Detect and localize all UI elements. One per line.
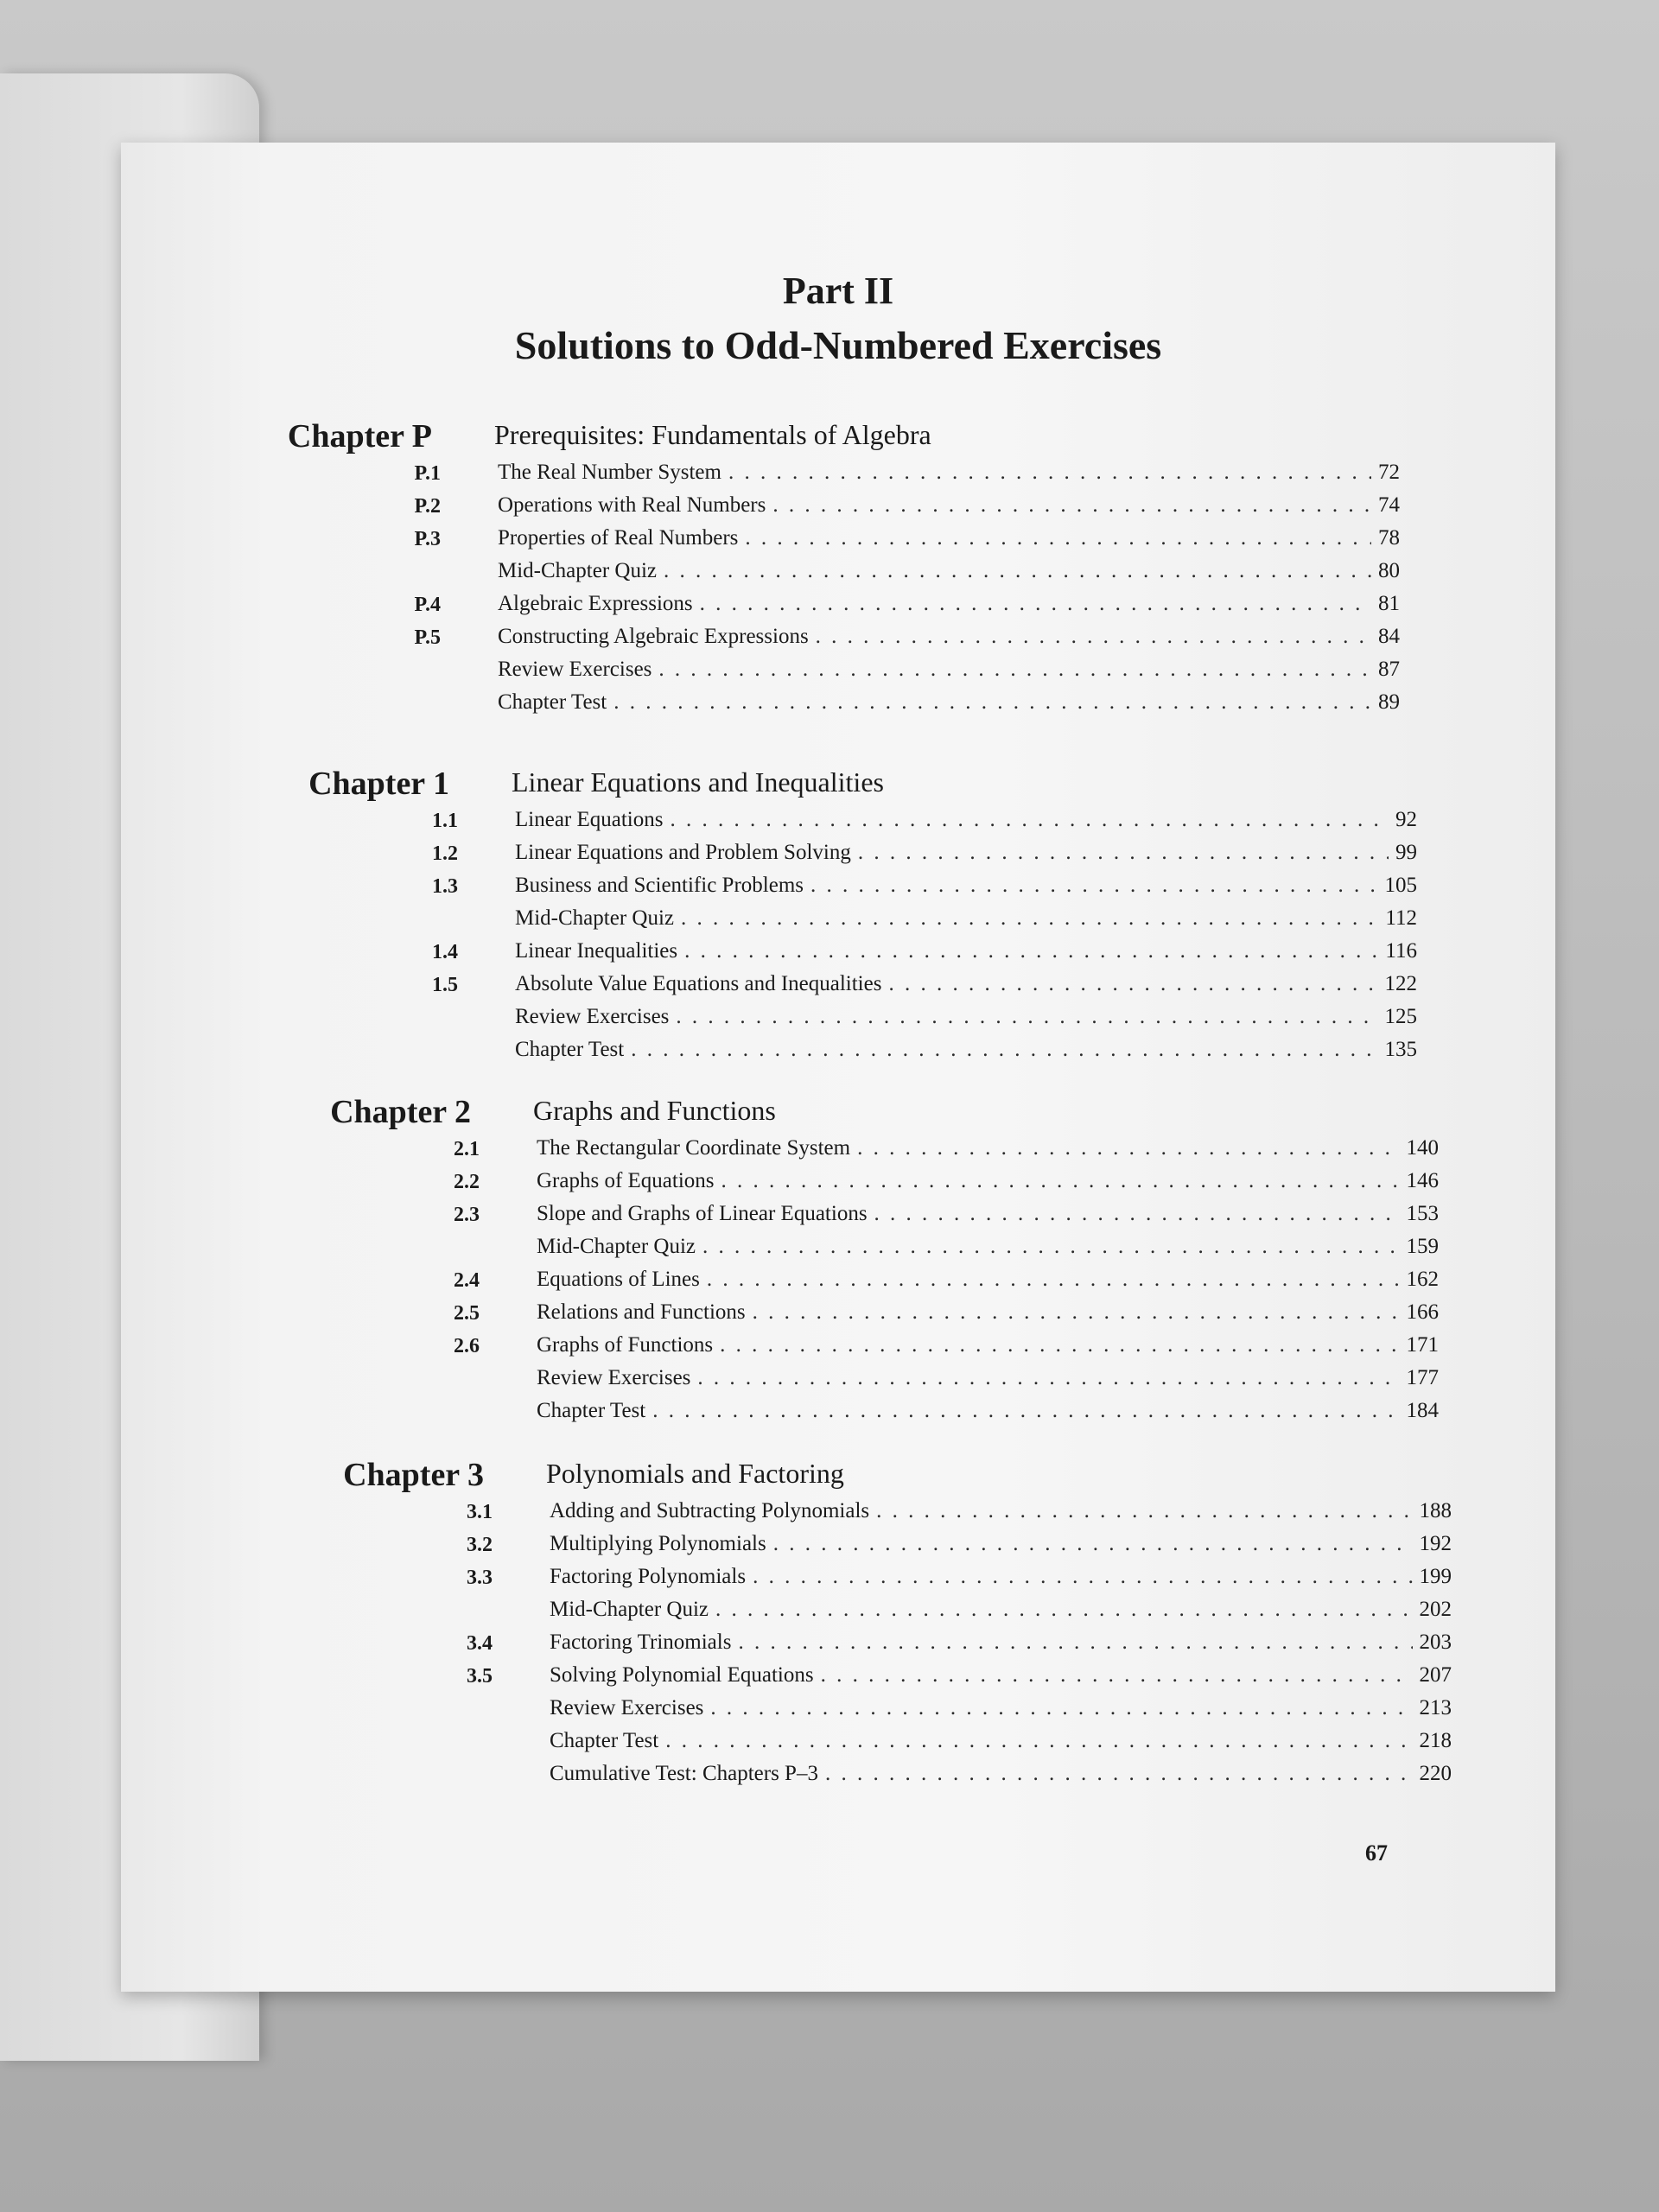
dot-leader bbox=[670, 808, 1389, 832]
toc-line bbox=[550, 1663, 1452, 1688]
toc-line bbox=[537, 1333, 1439, 1357]
entry-title: Review Exercises bbox=[515, 1005, 670, 1028]
entry-title: Graphs of Functions bbox=[537, 1333, 714, 1357]
toc-line bbox=[515, 1005, 1417, 1029]
section-number: 3.2 bbox=[467, 1534, 493, 1556]
toc-entry bbox=[315, 1332, 1439, 1364]
entry-page-number: 89 bbox=[1378, 690, 1400, 714]
entry-title: Chapter Test bbox=[550, 1729, 659, 1752]
toc-line bbox=[498, 658, 1400, 682]
chapter-3 bbox=[328, 1456, 1452, 1793]
chapter-heading bbox=[294, 765, 1417, 806]
section-number: P.1 bbox=[414, 462, 441, 485]
chapter-label: Chapter 3 bbox=[343, 1457, 484, 1493]
entry-title: Linear Inequalities bbox=[515, 939, 678, 963]
entry-title: Review Exercises bbox=[537, 1366, 691, 1389]
entry-title: Chapter Test bbox=[498, 690, 607, 714]
chapter-p bbox=[276, 417, 1400, 721]
dot-leader bbox=[773, 1532, 1413, 1556]
dot-leader bbox=[738, 1630, 1412, 1655]
section-number: 2.6 bbox=[454, 1335, 480, 1357]
toc-entry bbox=[328, 1760, 1452, 1793]
entry-title: Linear Equations and Problem Solving bbox=[515, 841, 851, 864]
toc-entry bbox=[315, 1200, 1439, 1233]
toc-line bbox=[537, 1235, 1439, 1259]
toc-entry bbox=[276, 656, 1400, 689]
section-number: 1.5 bbox=[432, 974, 458, 996]
toc-entry bbox=[328, 1629, 1452, 1662]
entry-title: Equations of Lines bbox=[537, 1268, 700, 1291]
dot-leader bbox=[697, 1366, 1399, 1390]
dot-leader bbox=[631, 1038, 1377, 1062]
entry-page-number: 207 bbox=[1419, 1663, 1452, 1687]
dot-leader bbox=[858, 841, 1389, 865]
entry-page-number: 162 bbox=[1406, 1268, 1439, 1291]
toc-line bbox=[550, 1598, 1452, 1622]
toc-line bbox=[498, 526, 1400, 550]
dot-leader bbox=[772, 493, 1371, 518]
entry-title: Factoring Polynomials bbox=[550, 1565, 747, 1588]
toc-entry bbox=[328, 1694, 1452, 1727]
entry-title: Operations with Real Numbers bbox=[498, 493, 766, 517]
toc-entry bbox=[315, 1299, 1439, 1332]
dot-leader bbox=[665, 1729, 1412, 1753]
dot-leader bbox=[888, 972, 1377, 996]
dot-leader bbox=[715, 1598, 1413, 1622]
part-title: Part II bbox=[782, 270, 894, 312]
dot-leader bbox=[658, 658, 1371, 682]
toc-entry bbox=[328, 1662, 1452, 1694]
entry-page-number: 159 bbox=[1406, 1235, 1439, 1258]
chapter-title: Prerequisites: Fundamentals of Algebra bbox=[494, 419, 931, 450]
dot-leader bbox=[821, 1663, 1413, 1688]
entry-title: Absolute Value Equations and Inequalities bbox=[515, 972, 882, 995]
section-number: P.3 bbox=[414, 528, 441, 550]
entry-page-number: 146 bbox=[1406, 1169, 1439, 1192]
toc-entry bbox=[315, 1135, 1439, 1167]
toc-entry bbox=[328, 1596, 1452, 1629]
dot-leader bbox=[825, 1762, 1413, 1786]
toc-entry bbox=[294, 1036, 1417, 1069]
toc-line bbox=[515, 808, 1417, 832]
toc-line bbox=[498, 625, 1400, 649]
toc-entry bbox=[328, 1563, 1452, 1596]
toc-entry bbox=[276, 590, 1400, 623]
entry-title: The Rectangular Coordinate System bbox=[537, 1136, 851, 1160]
toc-line bbox=[537, 1268, 1439, 1292]
toc-line bbox=[537, 1399, 1439, 1423]
toc-line bbox=[515, 1038, 1417, 1062]
entry-page-number: 188 bbox=[1419, 1499, 1452, 1522]
entry-page-number: 92 bbox=[1395, 808, 1417, 831]
chapter-title: Linear Equations and Inequalities bbox=[512, 766, 884, 798]
entry-page-number: 153 bbox=[1406, 1202, 1439, 1225]
entry-page-number: 80 bbox=[1378, 559, 1400, 582]
toc-line bbox=[498, 493, 1400, 518]
dot-leader bbox=[857, 1136, 1399, 1160]
entry-page-number: 112 bbox=[1385, 906, 1417, 930]
dot-leader bbox=[720, 1333, 1399, 1357]
toc-entry bbox=[315, 1364, 1439, 1397]
toc-line bbox=[537, 1169, 1439, 1193]
entry-page-number: 213 bbox=[1419, 1696, 1452, 1719]
entry-title: Properties of Real Numbers bbox=[498, 526, 739, 550]
toc-entry bbox=[294, 806, 1417, 839]
entry-page-number: 192 bbox=[1419, 1532, 1452, 1555]
chapter-heading bbox=[328, 1456, 1452, 1497]
toc-line bbox=[550, 1565, 1452, 1589]
book-page bbox=[121, 143, 1555, 1992]
toc-line bbox=[550, 1499, 1452, 1523]
entry-title: Mid-Chapter Quiz bbox=[515, 906, 674, 930]
entry-page-number: 184 bbox=[1406, 1399, 1439, 1422]
entry-title: Factoring Trinomials bbox=[550, 1630, 732, 1654]
toc-line bbox=[550, 1729, 1452, 1753]
chapter-label: Chapter P bbox=[287, 418, 432, 454]
dot-leader bbox=[676, 1005, 1377, 1029]
toc-entry bbox=[328, 1727, 1452, 1760]
entry-page-number: 135 bbox=[1384, 1038, 1417, 1061]
toc-entry bbox=[315, 1167, 1439, 1200]
toc-entry bbox=[294, 970, 1417, 1003]
toc-line bbox=[537, 1300, 1439, 1325]
entry-page-number: 116 bbox=[1385, 939, 1417, 963]
toc-line bbox=[498, 690, 1400, 715]
toc-line bbox=[498, 559, 1400, 583]
section-number: P.4 bbox=[414, 594, 441, 616]
entry-title: Graphs of Equations bbox=[537, 1169, 715, 1192]
dot-leader bbox=[664, 559, 1371, 583]
entry-title: Review Exercises bbox=[550, 1696, 704, 1719]
chapter-label: Chapter 1 bbox=[308, 766, 449, 802]
chapter-label: Chapter 2 bbox=[330, 1094, 471, 1130]
entry-title: Business and Scientific Problems bbox=[515, 874, 804, 897]
entry-title: Chapter Test bbox=[515, 1038, 625, 1061]
toc-entry bbox=[294, 872, 1417, 905]
entry-title: Adding and Subtracting Polynomials bbox=[550, 1499, 870, 1522]
entry-page-number: 199 bbox=[1419, 1565, 1452, 1588]
toc-entry bbox=[315, 1233, 1439, 1266]
entry-title: Relations and Functions bbox=[537, 1300, 746, 1324]
entry-title: Multiplying Polynomials bbox=[550, 1532, 766, 1555]
dot-leader bbox=[874, 1202, 1400, 1226]
toc-entry bbox=[294, 839, 1417, 872]
entry-page-number: 202 bbox=[1419, 1598, 1452, 1621]
toc-entry bbox=[328, 1497, 1452, 1530]
entry-title: Solving Polynomial Equations bbox=[550, 1663, 814, 1687]
section-number: 1.3 bbox=[432, 875, 458, 898]
page-number: 67 bbox=[1365, 1840, 1388, 1866]
section-number: 2.2 bbox=[454, 1171, 480, 1193]
dot-leader bbox=[681, 906, 1378, 931]
entry-page-number: 203 bbox=[1419, 1630, 1452, 1654]
entry-title: Mid-Chapter Quiz bbox=[498, 559, 657, 582]
entry-page-number: 87 bbox=[1378, 658, 1400, 681]
entry-page-number: 74 bbox=[1378, 493, 1400, 517]
toc-entry bbox=[328, 1530, 1452, 1563]
entry-title: Chapter Test bbox=[537, 1399, 646, 1422]
entry-page-number: 105 bbox=[1384, 874, 1417, 897]
toc-line bbox=[537, 1202, 1439, 1226]
dot-leader bbox=[700, 592, 1371, 616]
toc-entry bbox=[315, 1397, 1439, 1430]
dot-leader bbox=[753, 1565, 1412, 1589]
dot-leader bbox=[707, 1268, 1400, 1292]
toc-line bbox=[537, 1136, 1439, 1160]
toc-entry bbox=[276, 459, 1400, 492]
entry-title: Mid-Chapter Quiz bbox=[537, 1235, 696, 1258]
entry-page-number: 81 bbox=[1378, 592, 1400, 615]
chapter-title: Polynomials and Factoring bbox=[546, 1458, 844, 1489]
dot-leader bbox=[753, 1300, 1400, 1325]
entry-page-number: 122 bbox=[1384, 972, 1417, 995]
toc-line bbox=[515, 939, 1417, 963]
toc-entry bbox=[294, 938, 1417, 970]
entry-page-number: 218 bbox=[1419, 1729, 1452, 1752]
entry-page-number: 171 bbox=[1406, 1333, 1439, 1357]
chapter-heading bbox=[276, 417, 1400, 459]
dot-leader bbox=[684, 939, 1378, 963]
section-number: 3.3 bbox=[467, 1567, 493, 1589]
section-number: 2.4 bbox=[454, 1269, 480, 1292]
entry-page-number: 177 bbox=[1406, 1366, 1439, 1389]
toc-entry bbox=[276, 689, 1400, 721]
chapter-1 bbox=[294, 765, 1417, 1069]
toc-entry bbox=[315, 1266, 1439, 1299]
dot-leader bbox=[810, 874, 1378, 898]
section-number: P.5 bbox=[414, 626, 441, 649]
toc-line bbox=[515, 874, 1417, 898]
toc-entry bbox=[276, 492, 1400, 524]
dot-leader bbox=[876, 1499, 1412, 1523]
entry-page-number: 99 bbox=[1395, 841, 1417, 864]
section-number: 3.4 bbox=[467, 1632, 493, 1655]
section-number: 1.4 bbox=[432, 941, 458, 963]
entry-page-number: 220 bbox=[1419, 1762, 1452, 1785]
toc-line bbox=[550, 1762, 1452, 1786]
section-number: 2.5 bbox=[454, 1302, 480, 1325]
toc-line bbox=[550, 1532, 1452, 1556]
entry-title: Review Exercises bbox=[498, 658, 652, 681]
section-number: 3.5 bbox=[467, 1665, 493, 1688]
toc-line bbox=[515, 972, 1417, 996]
section-number: 3.1 bbox=[467, 1501, 493, 1523]
section-number: 1.1 bbox=[432, 810, 458, 832]
section-number: 1.2 bbox=[432, 842, 458, 865]
entry-title: Constructing Algebraic Expressions bbox=[498, 625, 809, 648]
toc-line bbox=[515, 906, 1417, 931]
toc-line bbox=[550, 1630, 1452, 1655]
entry-page-number: 78 bbox=[1378, 526, 1400, 550]
section-number: 2.1 bbox=[454, 1138, 480, 1160]
toc-entry bbox=[276, 557, 1400, 590]
dot-leader bbox=[721, 1169, 1400, 1193]
toc-line bbox=[498, 592, 1400, 616]
toc-line bbox=[515, 841, 1417, 865]
toc-entry bbox=[294, 1003, 1417, 1036]
chapter-heading bbox=[315, 1093, 1439, 1135]
section-subtitle: Solutions to Odd-Numbered Exercises bbox=[514, 323, 1162, 367]
toc-line bbox=[498, 461, 1400, 485]
dot-leader bbox=[728, 461, 1371, 485]
entry-title: The Real Number System bbox=[498, 461, 721, 484]
entry-page-number: 140 bbox=[1406, 1136, 1439, 1160]
section-number: 2.3 bbox=[454, 1204, 480, 1226]
dot-leader bbox=[710, 1696, 1412, 1720]
chapter-2 bbox=[315, 1093, 1439, 1430]
entry-page-number: 166 bbox=[1406, 1300, 1439, 1324]
entry-page-number: 125 bbox=[1384, 1005, 1417, 1028]
entry-title: Cumulative Test: Chapters P–3 bbox=[550, 1762, 818, 1785]
toc-entry bbox=[294, 905, 1417, 938]
entry-title: Algebraic Expressions bbox=[498, 592, 693, 615]
dot-leader bbox=[816, 625, 1371, 649]
entry-title: Mid-Chapter Quiz bbox=[550, 1598, 709, 1621]
entry-page-number: 84 bbox=[1378, 625, 1400, 648]
toc-entry bbox=[276, 623, 1400, 656]
dot-leader bbox=[613, 690, 1371, 715]
entry-title: Slope and Graphs of Linear Equations bbox=[537, 1202, 868, 1225]
toc-line bbox=[537, 1366, 1439, 1390]
dot-leader bbox=[702, 1235, 1400, 1259]
toc-line bbox=[550, 1696, 1452, 1720]
dot-leader bbox=[745, 526, 1371, 550]
toc-entry bbox=[276, 524, 1400, 557]
entry-title: Linear Equations bbox=[515, 808, 664, 831]
entry-page-number: 72 bbox=[1378, 461, 1400, 484]
section-number: P.2 bbox=[414, 495, 441, 518]
dot-leader bbox=[652, 1399, 1399, 1423]
chapter-title: Graphs and Functions bbox=[533, 1095, 776, 1126]
